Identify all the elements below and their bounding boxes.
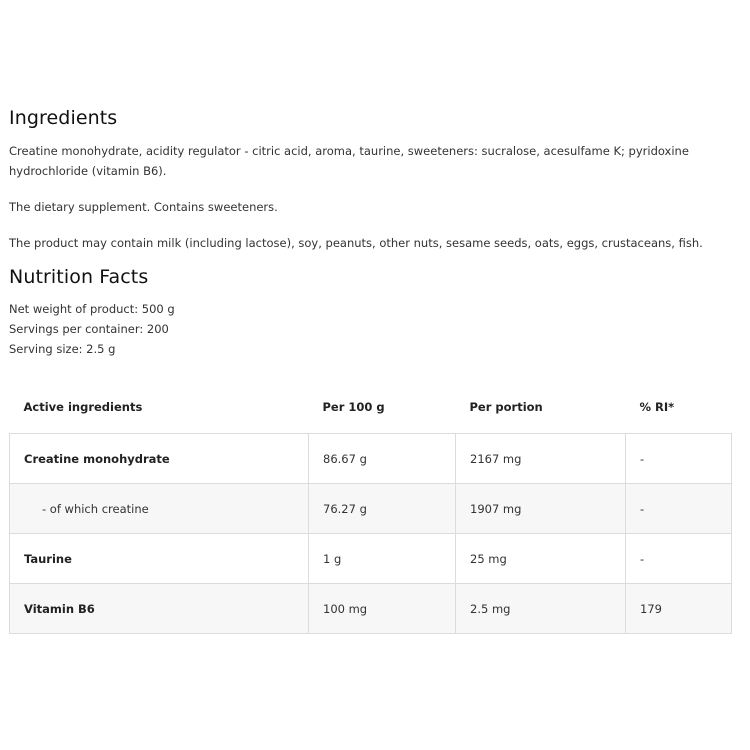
row-per-portion: 2.5 mg	[456, 584, 626, 634]
row-name: Creatine monohydrate	[10, 434, 309, 484]
table-row	[10, 484, 732, 534]
product-info	[9, 104, 733, 634]
header-per-100g: Per 100 g	[322, 400, 385, 414]
nutrition-table	[9, 381, 732, 634]
table-header-row	[10, 381, 732, 434]
row-ri: 179	[626, 584, 732, 634]
row-per-100g: 100 mg	[309, 584, 456, 634]
allergen-note: The product may contain milk (including lactose), soy, peanuts, other nuts, sesame seeds, oats, eggs, crustaceans, fish.	[9, 236, 703, 250]
net-weight: Net weight of product: 500 g	[9, 302, 175, 316]
servings-per-container: Servings per container: 200	[9, 322, 169, 336]
header-ri: % RI*	[639, 400, 675, 414]
table-row	[10, 534, 732, 584]
table-row	[10, 584, 732, 634]
table-row	[10, 434, 732, 484]
supplement-note: The dietary supplement. Contains sweeteners.	[9, 200, 278, 214]
nutrition-facts-list	[9, 299, 733, 359]
row-per-portion: 2167 mg	[456, 434, 626, 484]
row-per-portion: 25 mg	[456, 534, 626, 584]
row-per-100g: 86.67 g	[309, 434, 456, 484]
serving-size: Serving size: 2.5 g	[9, 342, 116, 356]
row-ri: -	[626, 484, 732, 534]
row-name: Vitamin B6	[10, 584, 309, 634]
header-per-portion: Per portion	[469, 400, 543, 414]
row-ri: -	[626, 534, 732, 584]
row-per-100g: 1 g	[309, 534, 456, 584]
ingredients-text: Creatine monohydrate, acidity regulator - citric acid, aroma, taurine, sweeteners: sucralose, acesulfame K; pyridoxine hydrochloride (vitamin B6).	[9, 144, 689, 178]
row-per-100g: 76.27 g	[309, 484, 456, 534]
row-ri: -	[626, 434, 732, 484]
row-name: - of which creatine	[10, 484, 309, 534]
row-per-portion: 1907 mg	[456, 484, 626, 534]
ingredients-heading: Ingredients	[9, 107, 118, 129]
nutrition-heading: Nutrition Facts	[9, 266, 149, 288]
row-name: Taurine	[10, 534, 309, 584]
header-active-ingredients: Active ingredients	[23, 400, 143, 414]
